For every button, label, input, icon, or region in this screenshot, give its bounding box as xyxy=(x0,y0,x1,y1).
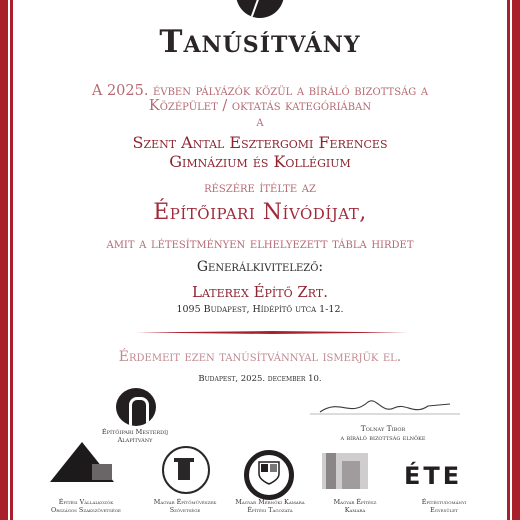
logo-caption-1 xyxy=(30,498,142,514)
logo-caption-4 xyxy=(310,498,400,514)
foundation-logo xyxy=(116,388,156,426)
evosz-logo-block xyxy=(92,464,112,480)
award-given-line: részére ítélte az xyxy=(204,180,316,196)
logo-caption-5 xyxy=(396,498,492,514)
logo-caption-5-line1: Építéstudományi xyxy=(421,498,467,506)
frame-left-border xyxy=(0,0,13,520)
coat-of-arms-icon xyxy=(257,460,281,486)
contractor-name: Laterex Építő Zrt. xyxy=(191,283,329,301)
logo-caption-4-line1: Magyar Építész xyxy=(333,498,377,506)
logo-caption-1-line2: Országos Szakszövetsége xyxy=(51,506,121,514)
award-plaque-line: amit a létesítményen elhelyezett tábla hirdet xyxy=(106,236,414,252)
mek-logo xyxy=(322,453,368,489)
recognition-line: Érdemeit ezen tanúsítvánnyal ismerjük el. xyxy=(118,349,402,365)
logo-caption-4-line2: Kamara xyxy=(344,506,366,514)
school-name-line2: Gimnázium és Kollégium xyxy=(169,152,351,171)
school-name-line1: Szent Antal Esztergomi Ferences xyxy=(132,133,388,152)
signature-icon xyxy=(310,388,460,428)
logo-caption-3-line2: Építési Tagozata xyxy=(247,506,293,514)
logo-caption-1-line1: Építési Vállalkozók xyxy=(58,498,114,506)
signatory-name: Tolnay Tibor xyxy=(360,424,406,433)
date-line: Budapest, 2025. december 10. xyxy=(198,374,322,384)
mesz-column-shaft xyxy=(178,462,190,480)
logo-caption-3-line1: Magyar Mérnöki Kamara xyxy=(235,498,305,506)
ornament-divider xyxy=(136,331,408,334)
signatory-role: a bíráló bizottság elnöke xyxy=(340,433,426,442)
top-emblem-icon xyxy=(236,0,284,18)
logo-caption-2-line2: Szövetsége xyxy=(169,506,201,514)
award-prize: Építőipari Nívódíjat, xyxy=(153,200,367,225)
contractor-label: Generálkivitelező: xyxy=(196,259,324,275)
award-article-line: a xyxy=(256,114,264,130)
frame-right-border xyxy=(507,0,520,520)
award-category-line: Középület / oktatás kategóriában xyxy=(148,98,372,114)
award-intro-line: A 2025. évben pályázók közül a bíráló bizottság a xyxy=(91,83,429,99)
foundation-caption-line2: Alapítvány xyxy=(117,436,153,444)
foundation-caption-line1: Építőipari Mesterdíj xyxy=(101,428,169,436)
ete-logo: ÉTE xyxy=(404,462,463,490)
contractor-address: 1095 Budapest, Hídépítő utca 1-12. xyxy=(176,304,344,315)
signatory xyxy=(318,424,448,442)
logo-caption-2-line1: Magyar Építőművészek xyxy=(153,498,217,506)
logo-caption-5-line2: Egyesület xyxy=(430,506,458,514)
certificate-title: Tanúsítvány xyxy=(159,24,361,60)
school-name xyxy=(30,133,490,171)
